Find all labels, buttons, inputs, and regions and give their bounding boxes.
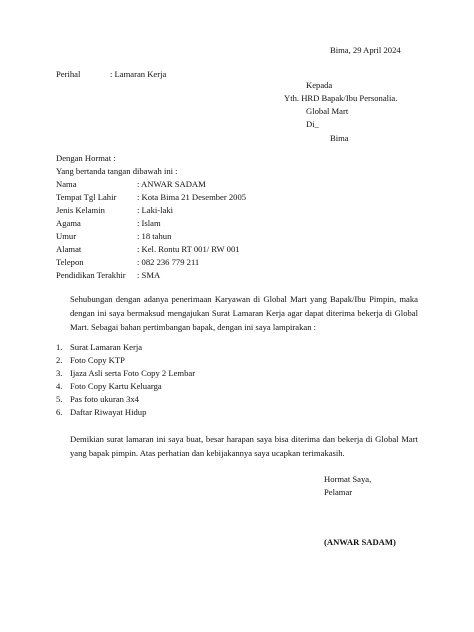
signatory-name: (ANWAR SADAM) <box>324 537 396 547</box>
recipient-line-4: Di_ <box>306 119 319 129</box>
identity-label: Tempat Tgl Lahir <box>56 192 117 202</box>
greeting: Dengan Hormat : <box>56 153 116 163</box>
attachment-item: Daftar Riwayat Hidup <box>70 407 147 417</box>
identity-value: : Islam <box>137 218 161 228</box>
identity-value: : SMA <box>137 270 161 280</box>
attachment-item: Foto Copy KTP <box>70 355 125 365</box>
identity-label: Nama <box>56 179 77 189</box>
attachment-item: Foto Copy Kartu Keluarga <box>70 381 162 391</box>
subject-value: : Lamaran Kerja <box>110 69 167 79</box>
identity-label: Alamat <box>56 244 82 254</box>
recipient-line-5: Bima <box>330 133 349 143</box>
attachment-item: Surat Lamaran Kerja <box>70 342 143 352</box>
identity-label: Jenis Kelamin <box>56 205 105 215</box>
signoff-greeting: Hormat Saya, <box>324 474 372 484</box>
attachment-number: 2. <box>56 355 63 365</box>
recipient-line-3: Global Mart <box>306 106 349 116</box>
attachment-item: Ijaza Asli serta Foto Copy 2 Lembar <box>70 368 196 378</box>
recipient-line-1: Kepada <box>306 80 333 90</box>
attachment-number: 1. <box>56 342 63 352</box>
identity-label: Telepon <box>56 257 84 267</box>
signoff-role: Pelamar <box>324 487 353 497</box>
attachment-item: Pas foto ukuran 3x4 <box>70 394 139 404</box>
attachment-number: 5. <box>56 394 63 404</box>
closing-paragraph: Demikian surat lamaran ini saya buat, besar harapan saya bisa diterima dan bekerja di Global Mart yang bapak pimpin. Atas perhatian dan kebijakannya saya ucapkan terimakasih. <box>70 434 418 458</box>
identity-label: Pendidikan Terakhir <box>56 270 126 280</box>
identity-value: : Kota Bima 21 Desember 2005 <box>137 192 247 202</box>
identity-label: Umur <box>56 231 77 241</box>
letter-date: Bima, 29 April 2024 <box>330 45 401 55</box>
identity-value: : ANWAR SADAM <box>137 179 206 189</box>
attachment-number: 6. <box>56 407 63 417</box>
attachment-number: 4. <box>56 381 63 391</box>
attachment-number: 3. <box>56 368 63 378</box>
identity-value: : Kel. Rontu RT 001/ RW 001 <box>137 244 240 254</box>
identity-value: : 082 236 779 211 <box>137 257 200 267</box>
body-paragraph: Sehubungan dengan adanya penerimaan Karyawan di Global Mart yang Bapak/Ibu Pimpin, maka dengan ini saya bermaksud mengajukan Surat Lamaran Kerja agar dapat diterima bekerja di Global Mart. Sebagai bahan pertimbangan bapak, dengan ini saya lampirakan : <box>70 294 418 332</box>
identity-value: : Laki-laki <box>137 205 174 215</box>
subject-label: Perihal <box>56 69 81 79</box>
identity-label: Agama <box>56 218 81 228</box>
recipient-line-2: Yth. HRD Bapak/Ibu Personalia. <box>284 93 398 103</box>
identity-value: : 18 tahun <box>137 231 172 241</box>
intro-line: Yang bertanda tangan dibawah ini : <box>56 166 178 176</box>
